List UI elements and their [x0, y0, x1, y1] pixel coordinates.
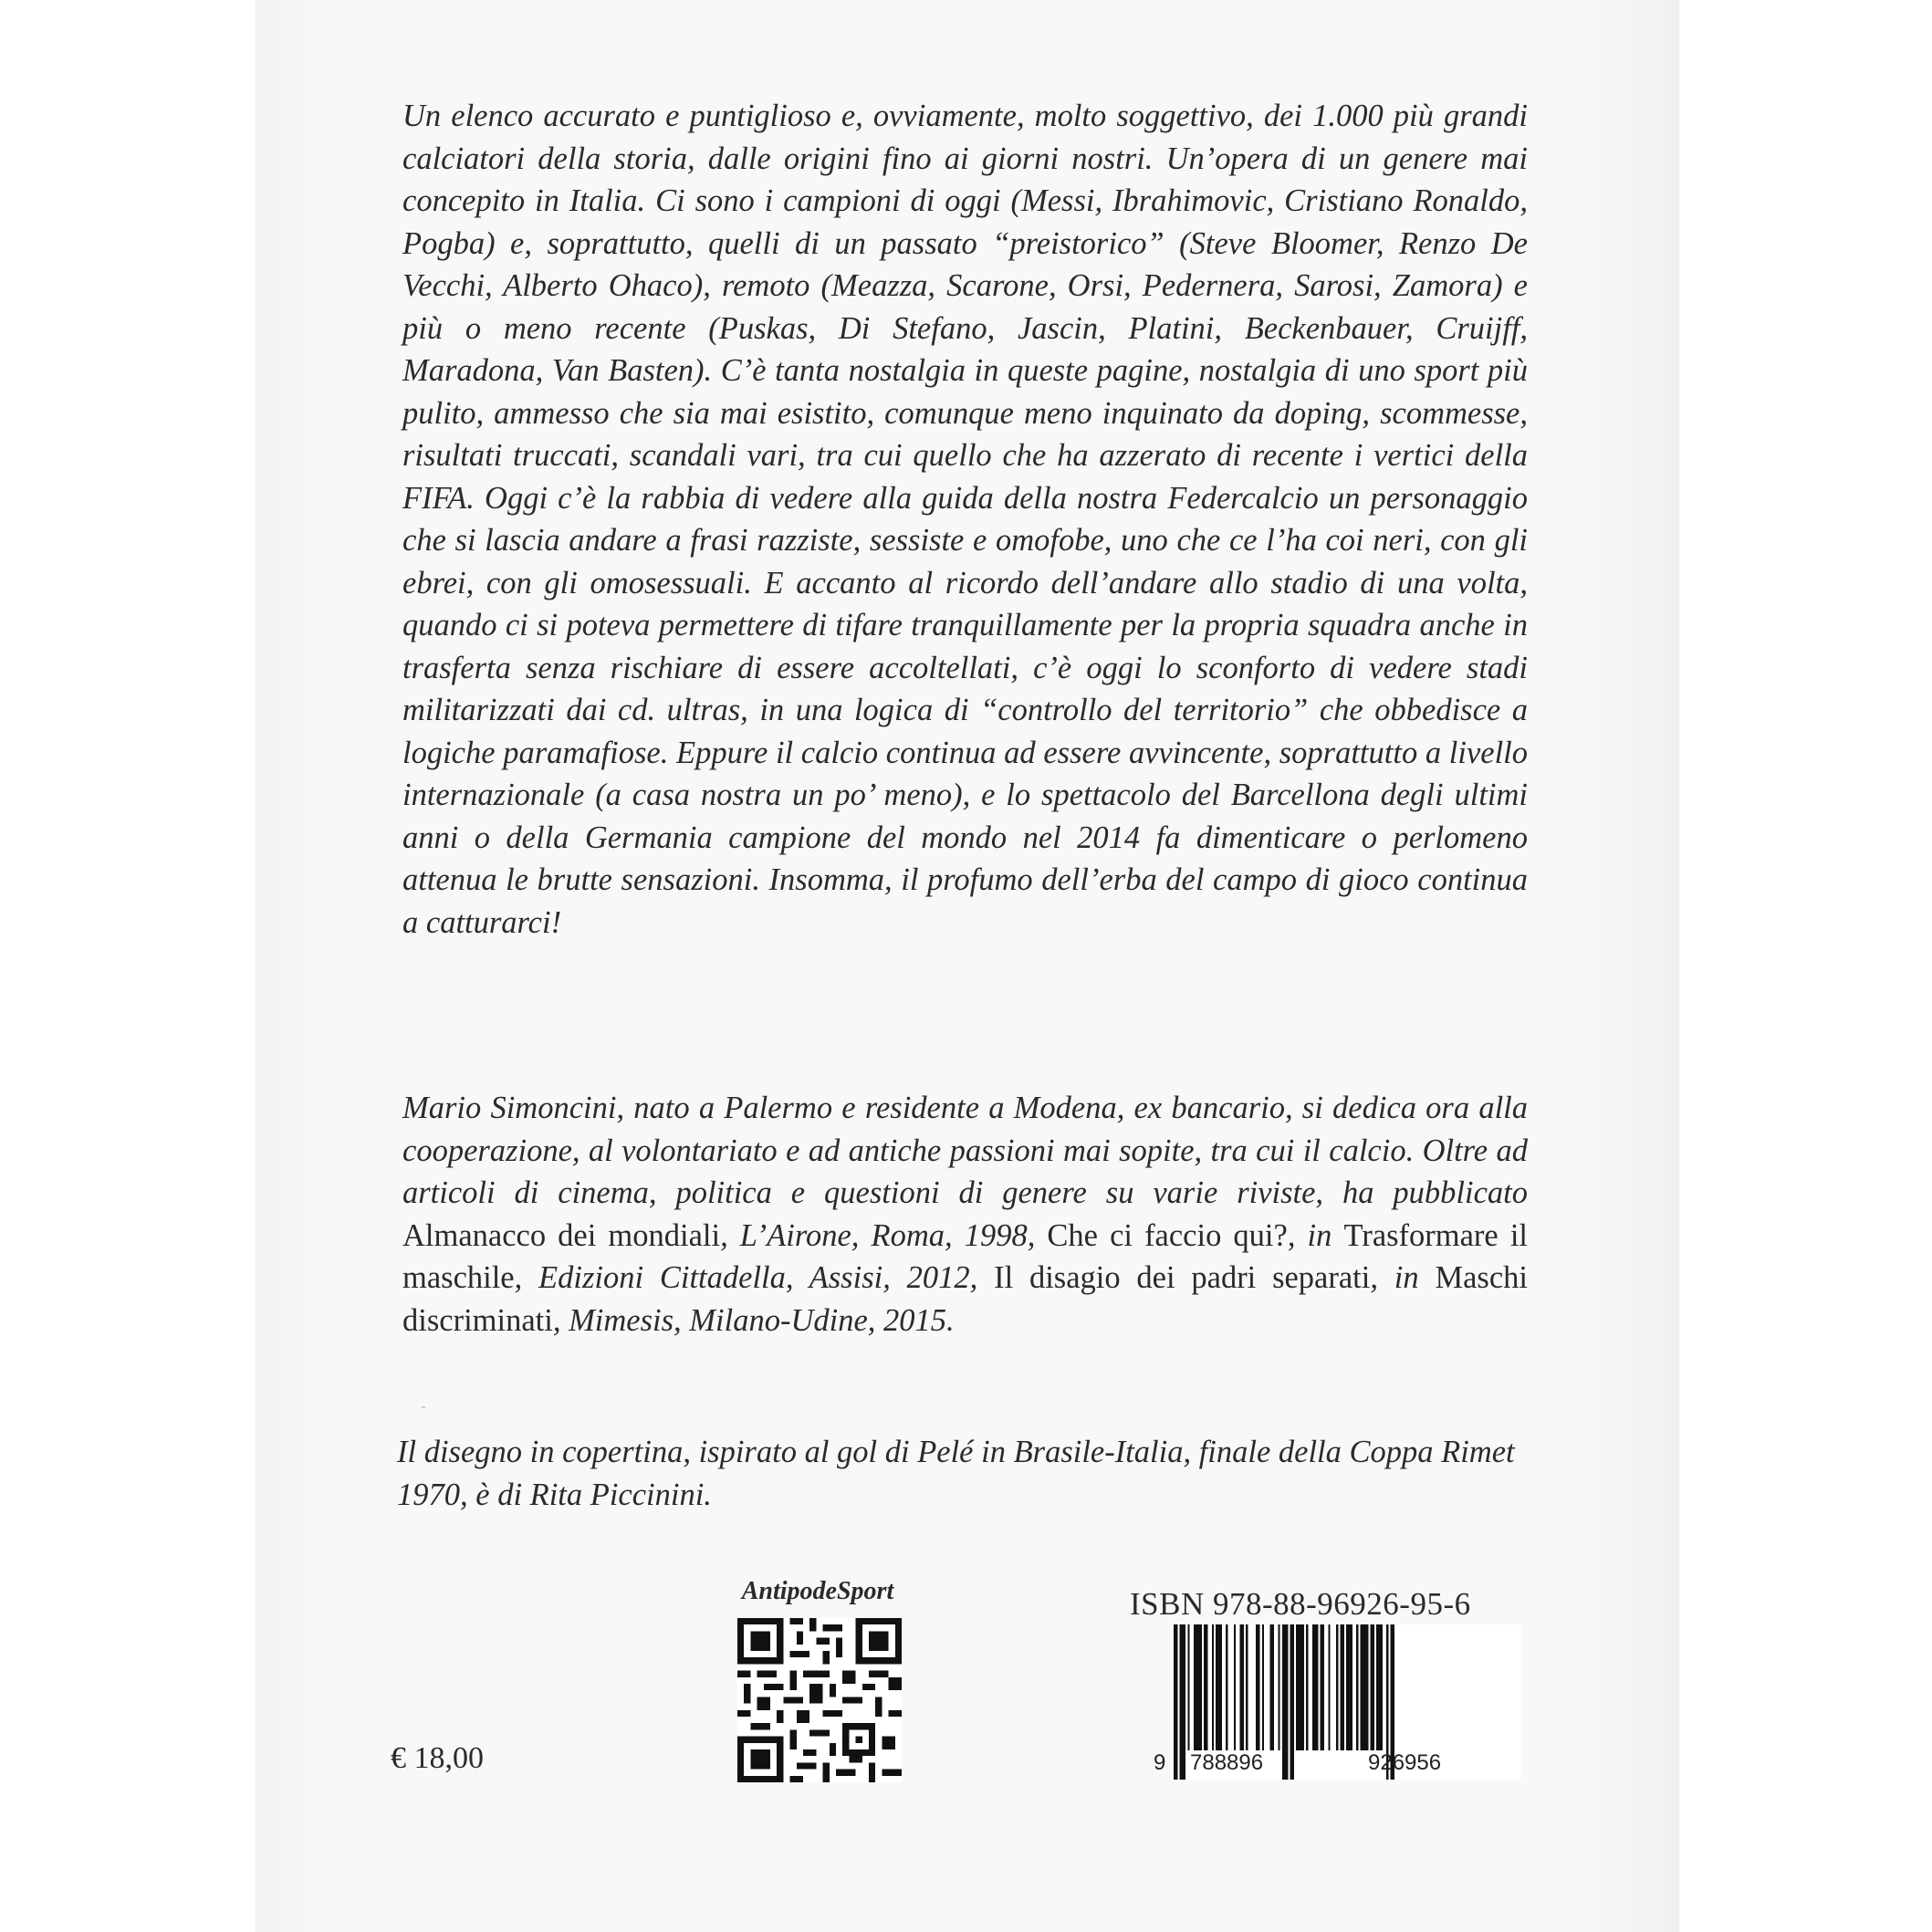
divider-mark: [422, 1406, 425, 1408]
price-label: € 18,00: [391, 1741, 484, 1775]
bio-intro: Mario Simoncini, nato a Palermo e residente a Modena, ex bancario, si dedica ora alla cooperazione, al volontariato e ad antiche passioni mai sopite, tra cui il calcio. Oltre ad articoli di cinema, politica e questioni di genere su varie riviste, ha pubblicato: [402, 1091, 1528, 1210]
barcode-lead-digit: 9: [1154, 1750, 1166, 1775]
bio-title-almanacco: Almanacco dei mondiali: [402, 1217, 721, 1253]
bio-publisher-3: , Mimesis, Milano-Udine, 2015.: [552, 1302, 955, 1338]
bio-in-2: , in: [1370, 1260, 1436, 1295]
bio-title-trasformare: Trasformare il maschile: [402, 1217, 1528, 1295]
publisher-logo-text: AntipodeSport: [741, 1577, 894, 1605]
cover-credit: Il disegno in copertina, ispirato al gol di Pelé in Brasile-Italia, finale della Coppa Rimet 1970, è di Rita Piccinini.: [397, 1435, 1515, 1512]
bio-publisher-2: , Edizioni Cittadella, Assisi, 2012,: [514, 1260, 995, 1295]
author-bio-paragraph: [402, 1087, 1528, 1342]
bio-publisher-1: , L’Airone, Roma, 1998,: [720, 1217, 1048, 1253]
barcode-digits: [1154, 1750, 1528, 1776]
bio-title-che-ci-faccio: Che ci faccio qui?: [1047, 1217, 1288, 1253]
bio-title-disagio: Il disagio dei padri separati: [994, 1260, 1371, 1295]
qr-code-icon: [737, 1618, 902, 1782]
isbn-label: ISBN 978-88-96926-95-6: [1130, 1586, 1471, 1622]
barcode-group-2: 926956: [1368, 1750, 1442, 1775]
bio-in-1: , in: [1287, 1217, 1344, 1253]
barcode-group-1: 788896: [1190, 1750, 1264, 1775]
blurb-paragraph: Un elenco accurato e puntiglioso e, ovviamente, molto soggettivo, dei 1.000 più grandi calciatori della storia, dalle origini fino ai giorni nostri. Un’opera di un genere mai concepito in Italia. Ci sono i campioni di oggi (Messi, Ibrahimovic, Cristiano Ronaldo, Pogba) e, soprattutto, quelli di un passato “preistorico” (Steve Bloomer, Renzo De Vecchi, Alberto Ohaco), remoto (Meazza, Scarone, Orsi, Pedernera, Sarosi, Zamora) e più o meno recente (Puskas, Di Stefano, Jascin, Platini, Beckenbauer, Cruijff, Maradona, Van Basten). C’è tanta nostalgia in queste pagine, nostalgia di uno sport più pulito, ammesso che sia mai esistito, comunque meno inquinato da doping, scommesse, risultati truccati, scandali vari, tra cui quello che ha azzerato di recente i vertici della FIFA. Oggi c’è la rabbia di vedere alla guida della nostra Federcalcio un personaggio che si lascia andare a frasi razziste, sessiste e omofobe, uno che ce l’ha coi neri, con gli ebrei, con gli omosessuali. E accanto al ricordo dell’andare allo stadio di una volta, quando ci si poteva permettere di tifare tranquillamente per la propria squadra anche in trasferta senza rischiare di essere accoltellati, c’è oggi lo sconforto di vedere stadi militarizzati dai cd. ultras, in una logica di “controllo del territorio” che obbedisce a logiche paramafiose. Eppure il calcio continua ad essere avvincente, soprattutto a livello internazionale (a casa nostra un po’ meno), e lo spettacolo del Barcellona degli ultimi anni o della Germania campione del mondo nel 2014 fa dimenticare o perlomeno attenua le brutte sensazioni. Insomma, il profumo dell’erba del campo di gioco continua a catturarci!: [402, 99, 1528, 940]
bio-title-maschi: Maschi discriminati: [402, 1260, 1529, 1338]
